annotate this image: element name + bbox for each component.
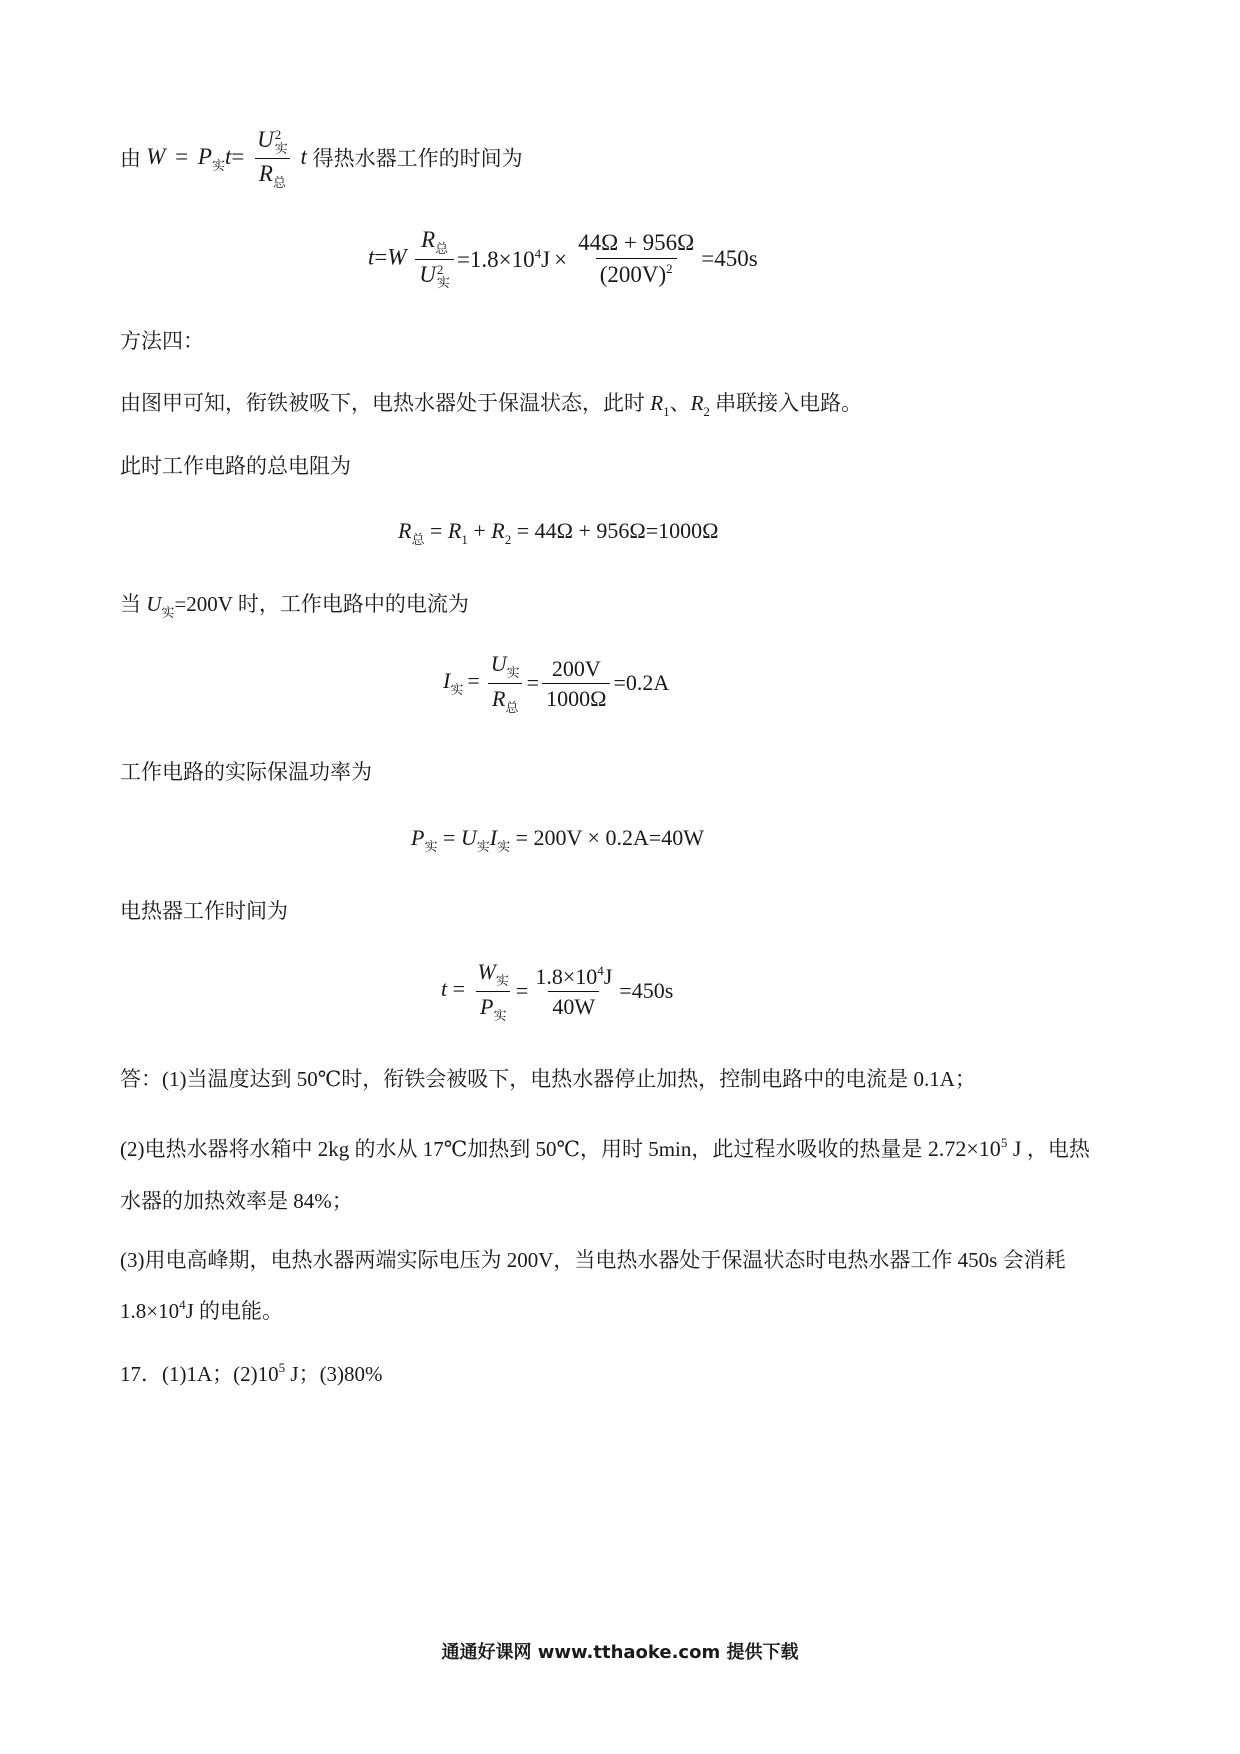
- exponent: 4: [597, 963, 604, 979]
- value-1.8e4: =1.8×10: [456, 246, 535, 272]
- paragraph-3: [120, 594, 469, 619]
- sub-zong: 总: [505, 699, 519, 715]
- symbol-R: R: [421, 227, 436, 252]
- sub-2: 2: [703, 404, 710, 419]
- symbol-U: U: [146, 592, 162, 616]
- text: 由图甲可知，衔铁被吸下，电热水器处于保温状态，此时: [120, 391, 651, 415]
- fraction-w-over-p: [474, 960, 513, 1022]
- fraction: [253, 128, 292, 190]
- text: J；(3)80%: [285, 1362, 383, 1386]
- denominator: 1000Ω: [542, 683, 610, 710]
- symbol-I: I: [443, 668, 451, 694]
- equation-3: [443, 652, 669, 714]
- paragraph-5: 电热器工作时间为: [120, 899, 288, 923]
- fraction-values: [531, 964, 616, 1018]
- fraction-u-over-r: [487, 652, 524, 714]
- answer-2: [120, 1136, 1090, 1160]
- sub-1: 1: [461, 532, 468, 547]
- eq-sign: =: [231, 144, 245, 170]
- unit-J: J: [1012, 1136, 1022, 1161]
- paragraph-1: [120, 393, 862, 418]
- sub-shi: 实: [274, 140, 288, 156]
- sub-2: 2: [504, 532, 512, 547]
- value: 2.72×10: [927, 1136, 1001, 1161]
- paragraph-2: 此时工作电路的总电阻为: [120, 454, 351, 478]
- symbol-R: R: [491, 518, 505, 543]
- answer-2-cont: 水器的加热效率是 84%；: [120, 1189, 353, 1213]
- symbol-U: U: [460, 825, 477, 850]
- sub-1: 1: [663, 404, 670, 419]
- inline-formula: [146, 127, 312, 191]
- text: 17．(1)1A；(2)10: [120, 1362, 279, 1386]
- result: =450s: [701, 246, 758, 271]
- footer-watermark: 通通好课网 www.tthaoke.com 提供下载: [441, 1642, 799, 1663]
- text: (2)电热水器将水箱中 2kg 的水从 17℃加热到 50℃，用时 5min，此过程水吸收的热量是: [120, 1137, 923, 1161]
- sub-zong: 总: [411, 532, 425, 547]
- equation-4: [411, 825, 704, 855]
- fraction-ohms-over-volts: $\frac{44\Omega + 956\Omega}{(200V)^2}$: [574, 231, 698, 287]
- symbol-W: W: [146, 144, 166, 170]
- text-suffix: 得热水器工作的时间为: [312, 146, 523, 171]
- text: 1.8×10: [120, 1299, 180, 1323]
- eq-sign: =: [437, 825, 461, 850]
- sup-2: 2: [436, 261, 444, 277]
- sub-zong: 总: [435, 241, 449, 256]
- symbol-R: R: [258, 161, 273, 187]
- text: 串联接入电路。: [709, 391, 863, 415]
- equation-5: t = $\frac{W_实}{P_实}$ = $\frac{1.8\times 10^4J}{40W}$ =450s: [441, 959, 674, 1023]
- answer-1: 答：(1)当温度达到 50℃时，衔铁会被吸下，电热水器停止加热，控制电路中的电流是 0.1A；: [120, 1067, 976, 1091]
- times-sign: ×: [554, 246, 568, 272]
- answer-3: (3)用电高峰期，电热水器两端实际电压为 200V，当电热水器处于保温状态时电热水器工作 450s 会消耗: [120, 1248, 1066, 1272]
- symbol-R: R: [447, 518, 462, 543]
- symbol-R: R: [650, 391, 664, 415]
- symbol-W: W: [477, 959, 496, 984]
- eq-sign: =: [526, 670, 540, 696]
- symbol-U: U: [257, 127, 274, 152]
- numerator: 200V: [551, 655, 601, 681]
- sub-shi: 实: [493, 1007, 507, 1023]
- fraction-values: [542, 657, 610, 710]
- paragraph-4: 工作电路的实际保温功率为: [120, 760, 372, 784]
- text: 、: [669, 391, 691, 415]
- text-prefix: 由: [120, 146, 141, 171]
- exponent: 5: [278, 1360, 286, 1375]
- exponent: 4: [534, 245, 542, 261]
- symbol-I: I: [489, 825, 498, 850]
- sup-2: 2: [274, 127, 282, 143]
- symbol-R: R: [491, 685, 506, 711]
- result: =450s: [619, 978, 674, 1004]
- symbol-t: t: [441, 976, 448, 1002]
- fraction-r-over-u: [415, 228, 454, 290]
- exponent: 5: [1000, 1135, 1008, 1150]
- symbol-W: W: [387, 244, 407, 270]
- unit-J: J: [603, 964, 613, 990]
- symbol-U: U: [419, 261, 436, 287]
- sub-shi: 实: [436, 275, 450, 291]
- method-4-heading: 方法四：: [120, 329, 204, 353]
- text: J 的电能。: [185, 1299, 284, 1323]
- denominator: 40W: [548, 991, 599, 1018]
- symbol-t: t: [224, 144, 232, 170]
- symbol-P: P: [197, 144, 212, 170]
- symbol-R: R: [398, 518, 412, 543]
- symbol-U: U: [490, 651, 507, 676]
- sub-shi: 实: [495, 973, 509, 988]
- plus-sign: +: [467, 518, 492, 543]
- symbol-R: R: [690, 391, 704, 415]
- sub-shi: 实: [497, 839, 511, 854]
- text: =200V 时，工作电路中的电流为: [174, 592, 469, 616]
- sub-shi: 实: [476, 839, 490, 854]
- sub-shi: 实: [450, 682, 464, 698]
- sub-shi: 实: [161, 605, 175, 620]
- numerator: 44Ω + 956Ω: [578, 229, 695, 255]
- equation-1: t=W $R_总$ U 2 实 $=1.8\times 10^4J$ × $\frac{44\Omega + 956\Omega}{(200V)^2}$ =450s: [368, 227, 758, 291]
- symbol-t: t: [368, 244, 375, 270]
- text: ，电热: [1026, 1137, 1090, 1161]
- equation-2: [398, 518, 719, 548]
- exponent: 4: [179, 1297, 186, 1312]
- sub-shi: 实: [211, 158, 225, 174]
- denominator: (200V): [599, 262, 667, 287]
- question-17-answer: [120, 1361, 383, 1385]
- text: 当: [120, 592, 147, 616]
- eq-sign: =: [429, 518, 448, 543]
- symbol-P: P: [479, 993, 494, 1019]
- eq-sign: =: [467, 668, 480, 694]
- result: =0.2A: [613, 670, 670, 696]
- eq-sign: =: [175, 144, 189, 170]
- answer-3-cont: [120, 1298, 283, 1322]
- symbol-t: t: [300, 144, 307, 170]
- symbol-P: P: [411, 825, 425, 850]
- formula-line-1: [120, 128, 523, 190]
- result: = 200V × 0.2A=40W: [510, 825, 705, 850]
- sub-shi: 实: [424, 839, 438, 854]
- unit-J: J: [541, 246, 551, 272]
- numerator: 1.8×10: [535, 964, 598, 990]
- sub-zong: 总: [272, 175, 286, 191]
- result: = 44Ω + 956Ω=1000Ω: [511, 518, 719, 543]
- sub-shi: 实: [506, 665, 520, 680]
- eq-sign: =: [447, 976, 471, 1002]
